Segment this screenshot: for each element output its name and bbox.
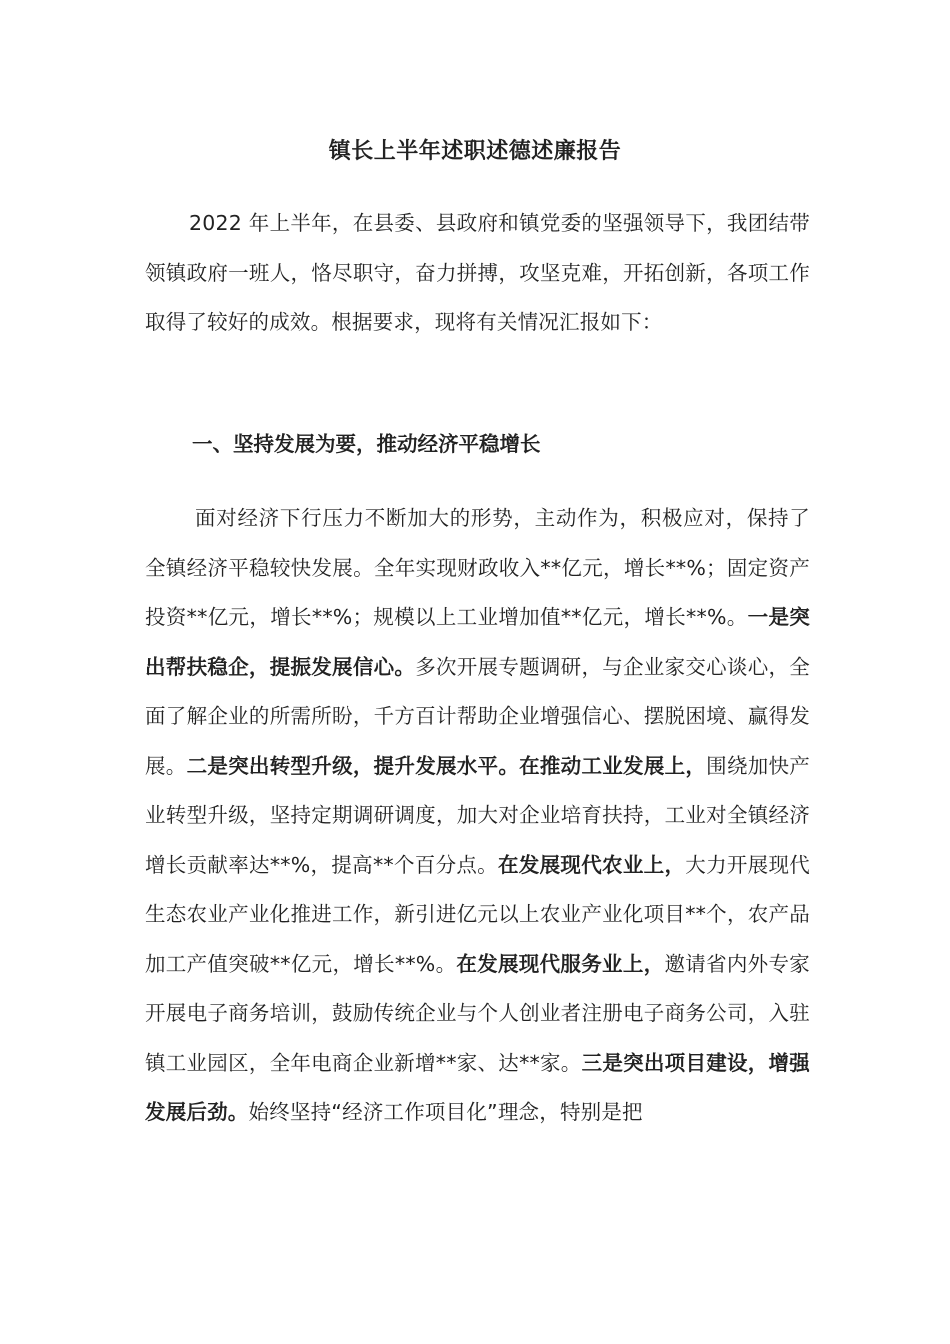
paragraph-text: 面对经济下行压力不断加大的形势，主动作为，积极应对，保持了全镇经济平稳较快发展。全年实现财政收入**亿元，增长**%；固定资产投资**亿元，增长**%；规模以上工业增加值**亿元，增长**%。 [145,506,810,629]
intro-paragraph: 2022 年上半年，在县委、县政府和镇党委的坚强领导下，我团结带领镇政府一班人，恪尽职守，奋力拼搏，攻坚克难，开拓创新，各项工作取得了较好的成效。根据要求，现将有关情况汇报如下： [145,211,810,334]
paragraph-text: 围绕加快产业转型升级，坚持定期调研调度，加大对企业培育扶持，工业对全镇经济增长贡献率达**%，提高**个百分点。 [145,753,811,877]
bold-subpoint-services: 在发展现代服务业上， [456,951,665,976]
section-paragraph [145,494,810,1138]
bold-point-1: 一是突出帮扶稳企，提振发展信心。 [145,605,810,679]
section-heading: 一、坚持发展为要，推动经济平稳增长 [192,432,541,456]
document-title: 镇长上半年述职述德述廉报告 [328,139,622,164]
paragraph-text: 大力开展现代生态农业产业化推进工作，新引进亿元以上农业产业化项目**个，农产品加工产值突破**亿元，增长**%。 [145,852,810,976]
bold-point-3: 三是突出项目建设，增强发展后劲。 [145,1050,810,1124]
paragraph-text: 邀请省内外专家开展电子商务培训，鼓励传统企业与个人创业者注册电子商务公司，入驻镇工业园区，全年电商企业新增**家、达**家。 [145,951,810,1075]
bold-subpoint-agriculture: 在发展现代农业上， [498,852,686,877]
paragraph-text: 始终坚持“经济工作项目化”理念，特别是把 [248,1100,643,1124]
paragraph-text: 多次开展专题调研，与企业家交心谈心，全面了解企业的所需所盼，千方百计帮助企业增强信心、摆脱困境、赢得发展。 [145,654,810,778]
bold-point-2: 二是突出转型升级，提升发展水平。在推动工业发展上， [186,753,707,778]
